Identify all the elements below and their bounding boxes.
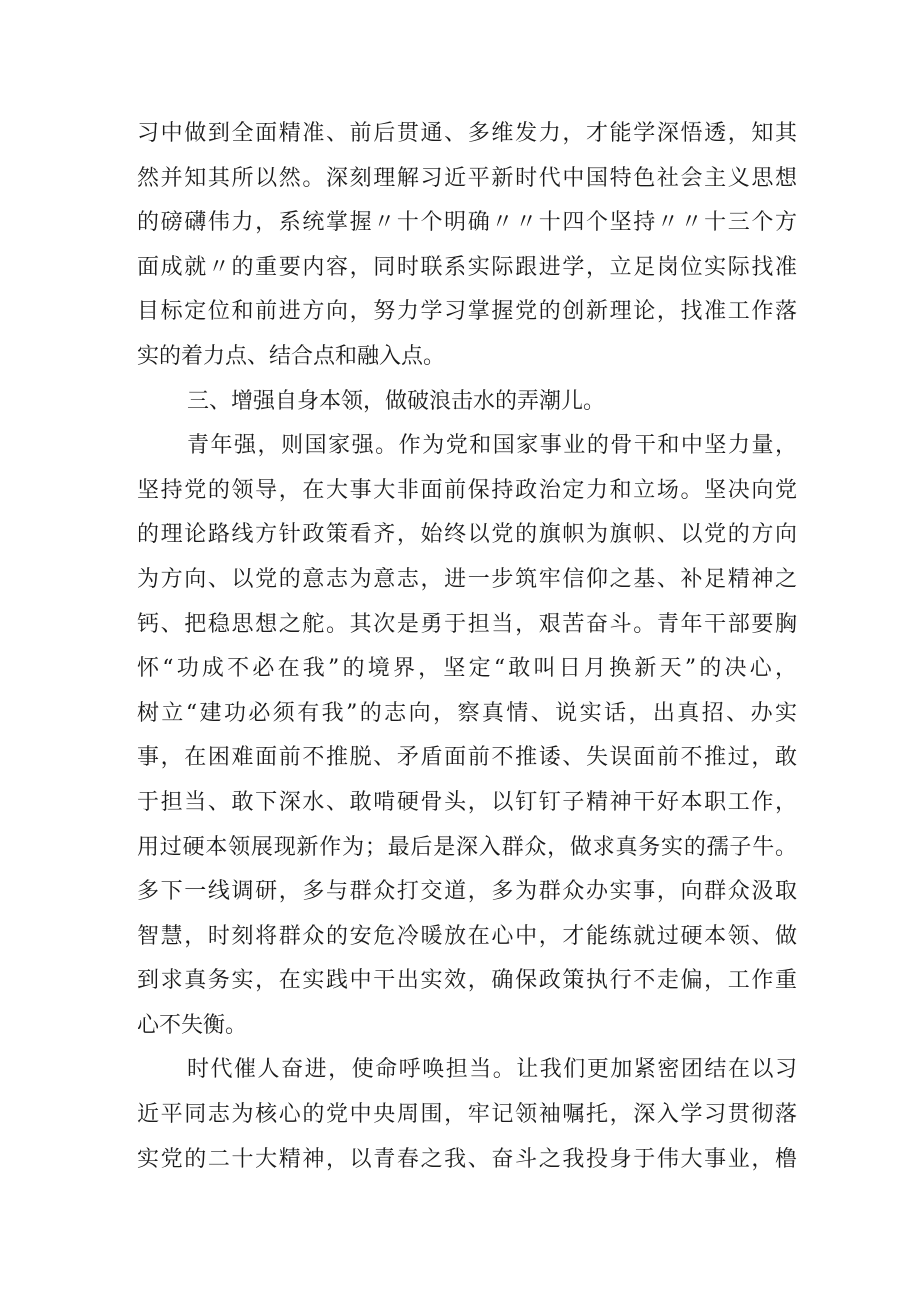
document-body xyxy=(137,112,797,1182)
text-line: 怀“功成不必在我”的境界，坚定“敢叫日月换新天”的决心， xyxy=(137,656,797,682)
text-line: 心不失衡。 xyxy=(137,1012,248,1038)
text-line: 多下一线调研，多与群众打交道，多为群众办实事，向群众汲取 xyxy=(137,879,797,905)
text-line: 近平同志为核心的党中央周围，牢记领袖嘱托，深入学习贯彻落 xyxy=(137,1102,797,1128)
text-line: 目标定位和前进方向，努力学习掌握党的创新理论，找准工作落 xyxy=(137,299,797,325)
text-line: 于担当、敢下深水、敢啃硬骨头，以钉钉子精神干好本职工作， xyxy=(137,789,797,815)
text-line: 实的着力点、结合点和融入点。 xyxy=(137,343,446,369)
text-line: 青年强，则国家强。作为党和国家事业的骨干和中坚力量， xyxy=(187,433,797,459)
text-line: 然并知其所以然。深刻理解习近平新时代中国特色社会主义思想 xyxy=(137,165,797,191)
text-line: 实党的二十大精神，以青春之我、奋斗之我投身于伟大事业，橹 xyxy=(137,1146,797,1172)
text-line: 的理论路线方针政策看齐，始终以党的旗帜为旗帜、以党的方向 xyxy=(137,522,797,548)
text-line: 树立“建功必须有我”的志向，察真情、说实话，出真招、办实 xyxy=(137,700,797,726)
text-line: 三、增强自身本领，做破浪击水的弄潮儿。 xyxy=(187,388,606,414)
text-line: 时代催人奋进，使命呼唤担当。让我们更加紧密团结在以习 xyxy=(187,1057,797,1083)
text-line: 用过硬本领展现新作为；最后是深入群众，做求真务实的孺子牛。 xyxy=(137,834,797,860)
text-line: 的磅礴伟力，系统掌握〃十个明确〃〃十四个坚持〃〃十三个方 xyxy=(137,210,797,236)
text-line: 到求真务实，在实践中干出实效，确保政策执行不走偏，工作重 xyxy=(137,968,797,994)
text-line: 钙、把稳思想之舵。其次是勇于担当，艰苦奋斗。青年干部要胸 xyxy=(137,611,797,637)
text-line: 习中做到全面精准、前后贯通、多维发力，才能学深悟透，知其 xyxy=(137,121,797,146)
text-line: 事，在困难面前不推脱、矛盾面前不推诿、失误面前不推过，敢 xyxy=(137,745,797,771)
text-line: 智慧，时刻将群众的安危冷暖放在心中，才能练就过硬本领、做 xyxy=(137,923,797,949)
text-line: 坚持党的领导，在大事大非面前保持政治定力和立场。坚决向党 xyxy=(137,477,797,503)
text-line: 面成就〃的重要内容，同时联系实际跟进学，立足岗位实际找准 xyxy=(137,254,797,280)
text-line: 为方向、以党的意志为意志，进一步筑牢信仰之基、补足精神之 xyxy=(137,566,797,592)
